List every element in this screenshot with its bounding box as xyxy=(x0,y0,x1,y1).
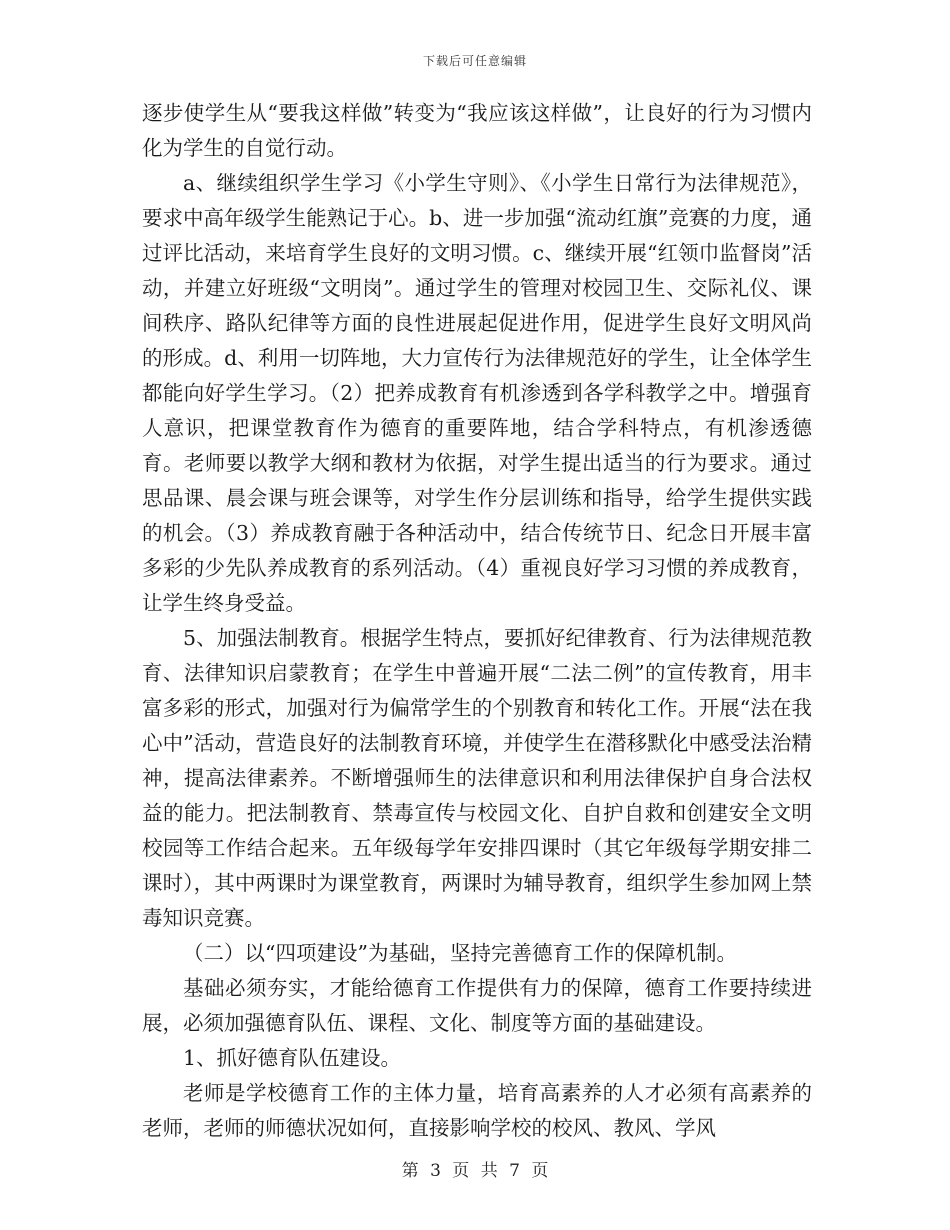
paragraph-3: 5、加强法制教育。根据学生特点，要抓好纪律教育、行为法律规范教育、法律知识启蒙教育；在学生中普遍开展“二法二例”的宣传教育，用丰富多彩的形式，加强对行为偏常学生的个别教育和转化工作。开展“法在我心中”活动，营造良好的法制教育环境，并使学生在潜移默化中感受法治精神，提高法律素养。不断增强师生的法律意识和利用法律保护自身合法权益的能力。把法制教育、禁毒宣传与校园文化、自护自救和创建安全文明校园等工作结合起来。五年级每学年安排四课时（其它年级每学期安排二课时），其中两课时为课堂教育，两课时为辅导教育，组织学生参加网上禁毒知识竞赛。 xyxy=(142,626,812,930)
paragraph-7: 老师是学校德育工作的主体力量，培育高素养的人才必须有高素养的老师，老师的师德状况如何，直接影响学校的校风、教风、学风 xyxy=(142,1081,812,1140)
subsection-heading: 1、抓好德育队伍建设。 xyxy=(183,1046,402,1070)
page-footer: 第 3 页 共 7 页 xyxy=(401,1161,549,1181)
section-heading: （二）以“四项建设”为基础，坚持完善德育工作的保障机制。 xyxy=(183,941,737,965)
document-body xyxy=(142,96,812,1146)
paragraph-2: a、继续组织学生学习《小学生守则》、《小学生日常行为法律规范》，要求中高年级学生能熟记于心。b、进一步加强“流动红旗”竞赛的力度，通过评比活动，来培育学生良好的文明习惯。c、继续开展“红领巾监督岗”活动，并建立好班级“文明岗”。通过学生的管理对校园卫生、交际礼仪、课间秩序、路队纪律等方面的良性进展起促进作用，促进学生良好文明风尚的形成。d、利用一切阵地，大力宣传行为法律规范好的学生，让全体学生都能向好学生学习。（2）把养成教育有机渗透到各学科教学之中。增强育人意识，把课堂教育作为德育的重要阵地，结合学科特点，有机渗透德育。老师要以教学大纲和教材为依据，对学生提出适当的行为要求。通过思品课、晨会课与班会课等，对学生作分层训练和指导，给学生提供实践的机会。（3）养成教育融于各种活动中，结合传统节日、纪念日开展丰富多彩的少先队养成教育的系列活动。（4）重视良好学习习惯的养成教育，让学生终身受益。 xyxy=(142,171,812,615)
page-header: 下载后可任意编辑 xyxy=(422,54,527,68)
paragraph-1: 逐步使学生从“要我这样做”转变为“我应该这样做”，让良好的行为习惯内化为学生的自觉行动。 xyxy=(142,101,812,160)
paragraph-5: 基础必须夯实，才能给德育工作提供有力的保障，德育工作要持续进展，必须加强德育队伍、课程、文化、制度等方面的基础建设。 xyxy=(142,976,812,1035)
